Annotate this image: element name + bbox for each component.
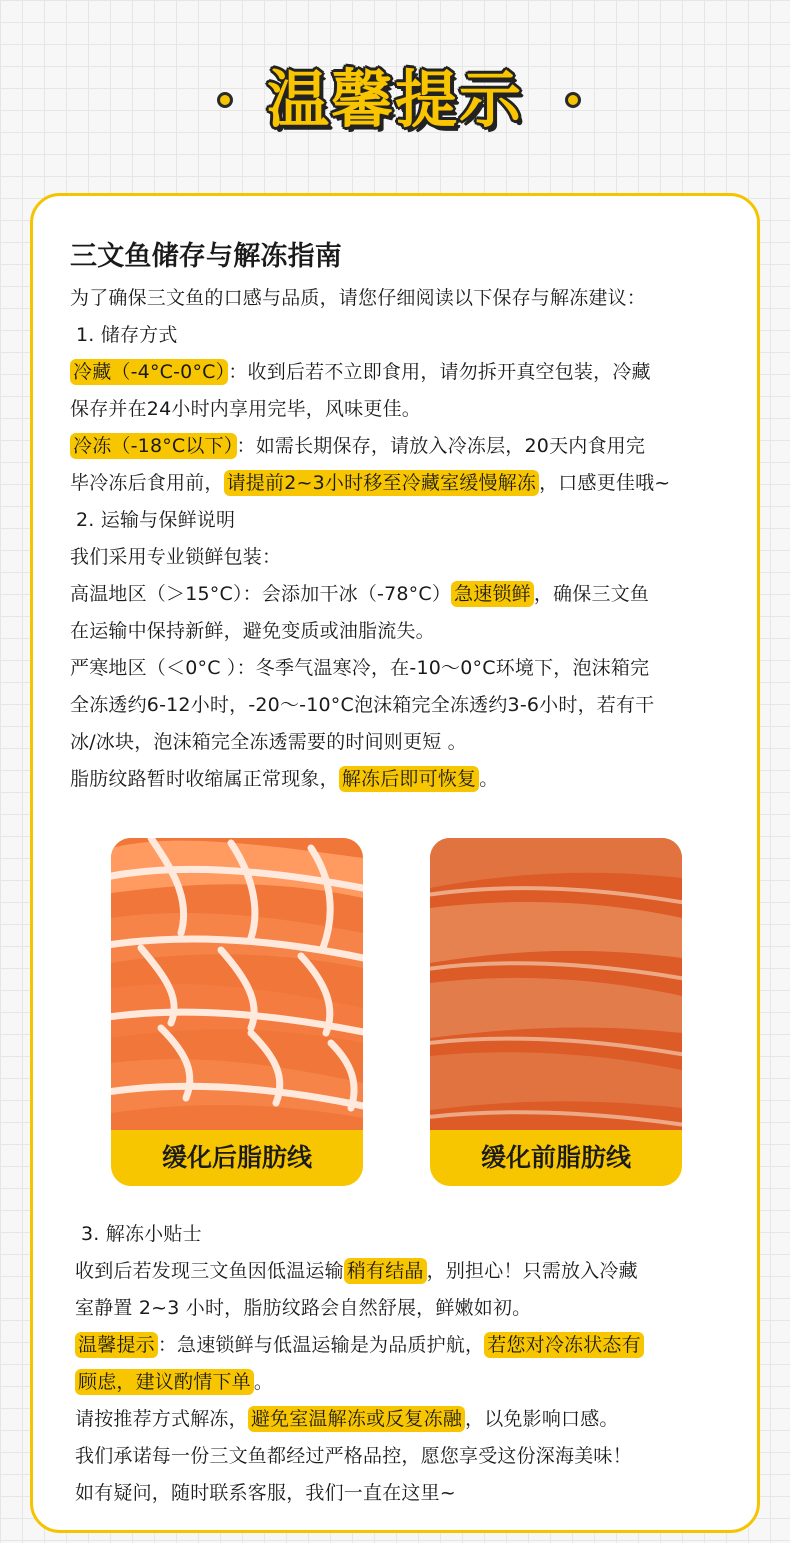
warm-text-end: 。 xyxy=(253,1371,274,1393)
photo-caption: 缓化后脂肪线 xyxy=(161,1143,312,1172)
cold-region-line-2: 全冻透约6-12小时，-20～-10°C泡沫箱完全冻透约3-6小时，若有干 xyxy=(70,694,655,716)
section-title: 2. 运输与保鲜说明 xyxy=(76,509,236,531)
method-highlight: 避免室温解冻或反复冻融 xyxy=(248,1406,465,1432)
salmon-before-thaw-image xyxy=(430,838,682,1130)
section-title: 3. 解冻小贴士 xyxy=(81,1223,202,1245)
fat-text-post: 。 xyxy=(479,768,499,790)
warm-line xyxy=(75,1327,735,1364)
freeze-highlight: 请提前2~3小时移至冷藏室缓慢解冻 xyxy=(224,470,540,496)
fat-text-pre: 脂肪纹路暂时收缩属正常现象， xyxy=(70,768,339,790)
bullet-dot-icon xyxy=(565,92,581,108)
freeze-label: 冷冻（-18°C以下） xyxy=(70,433,237,459)
tip-line-2: 室静置 2~3 小时，脂肪纹路会自然舒展，鲜嫩如初。 xyxy=(75,1297,532,1319)
cold-region-line-3: 冰/冰块，泡沫箱完全冻透需要的时间则更短 。 xyxy=(70,731,467,753)
storage-transport-text xyxy=(70,234,730,798)
hot-highlight: 急速锁鲜 xyxy=(451,581,534,607)
method-line xyxy=(75,1401,735,1438)
warm-label: 温馨提示 xyxy=(75,1332,158,1358)
photo-after-thaw xyxy=(111,838,363,1186)
info-card xyxy=(30,193,760,1533)
contact-text: 如有疑问，随时联系客服，我们一直在这里~ xyxy=(75,1482,456,1504)
tip-text-post: ，别担心！只需放入冷藏 xyxy=(426,1260,638,1282)
warm-highlight-continued: 顾虑，建议酌情下单 xyxy=(75,1369,254,1395)
fat-highlight: 解冻后即可恢复 xyxy=(339,766,479,792)
tip-line xyxy=(75,1253,735,1290)
header xyxy=(0,58,790,148)
hot-text-post: ，确保三文鱼 xyxy=(533,583,650,605)
section-title: 1. 储存方式 xyxy=(76,324,178,346)
cold-region-line: 严寒地区（＜0°C ）：冬季气温寒冷，在-10～0°C环境下，泡沫箱完 xyxy=(70,657,650,679)
promise-text: 我们承诺每一份三文鱼都经过严格品控，愿您享受这份深海美味！ xyxy=(75,1445,632,1467)
method-text-pre: 请按推荐方式解冻， xyxy=(75,1408,248,1430)
freeze-line xyxy=(70,428,730,465)
freeze-text-pre: 毕冷冻后食用前， xyxy=(70,472,224,494)
salmon-after-thaw-image xyxy=(111,838,363,1130)
chill-text: ：收到后若不立即食用，请勿拆开真空包装，冷藏 xyxy=(228,361,651,383)
page-title: 温馨提示 xyxy=(266,63,523,136)
warm-text: ：急速锁鲜与低温运输是为品质护航， xyxy=(157,1334,485,1356)
hot-text-pre: 高温地区（＞15°C）：会添加干冰（-78°C） xyxy=(70,583,452,605)
warm-line-2 xyxy=(75,1364,735,1401)
tip-text-pre: 收到后若发现三文鱼因低温运输 xyxy=(75,1260,344,1282)
chill-text-continued: 保存并在24小时内享用完毕，风味更佳。 xyxy=(70,398,421,420)
method-text-post: ，以免影响口感。 xyxy=(465,1408,619,1430)
freeze-line-2 xyxy=(70,465,730,502)
photo-caption: 缓化前脂肪线 xyxy=(480,1143,631,1172)
intro-text: 为了确保三文鱼的口感与品质，请您仔细阅读以下保存与解冻建议： xyxy=(70,287,647,309)
freeze-text: ：如需长期保存，请放入冷冻层，20天内食用完 xyxy=(236,435,646,457)
chill-label: 冷藏（-4°C-0°C） xyxy=(70,359,228,385)
hot-region-line xyxy=(70,576,730,613)
thaw-tips-text xyxy=(75,1216,735,1512)
photo-before-thaw xyxy=(430,838,682,1186)
packaging-text: 我们采用专业锁鲜包装： xyxy=(70,546,282,568)
freeze-text-post: ，口感更佳哦~ xyxy=(539,472,671,494)
hot-region-line-2: 在运输中保持新鲜，避免变质或油脂流失。 xyxy=(70,620,435,642)
tip-highlight: 稍有结晶 xyxy=(344,1258,427,1284)
card-heading: 三文鱼储存与解冻指南 xyxy=(70,241,342,272)
chill-line xyxy=(70,354,730,391)
warm-highlight: 若您对冷冻状态有 xyxy=(484,1332,644,1358)
fat-line xyxy=(70,761,730,798)
